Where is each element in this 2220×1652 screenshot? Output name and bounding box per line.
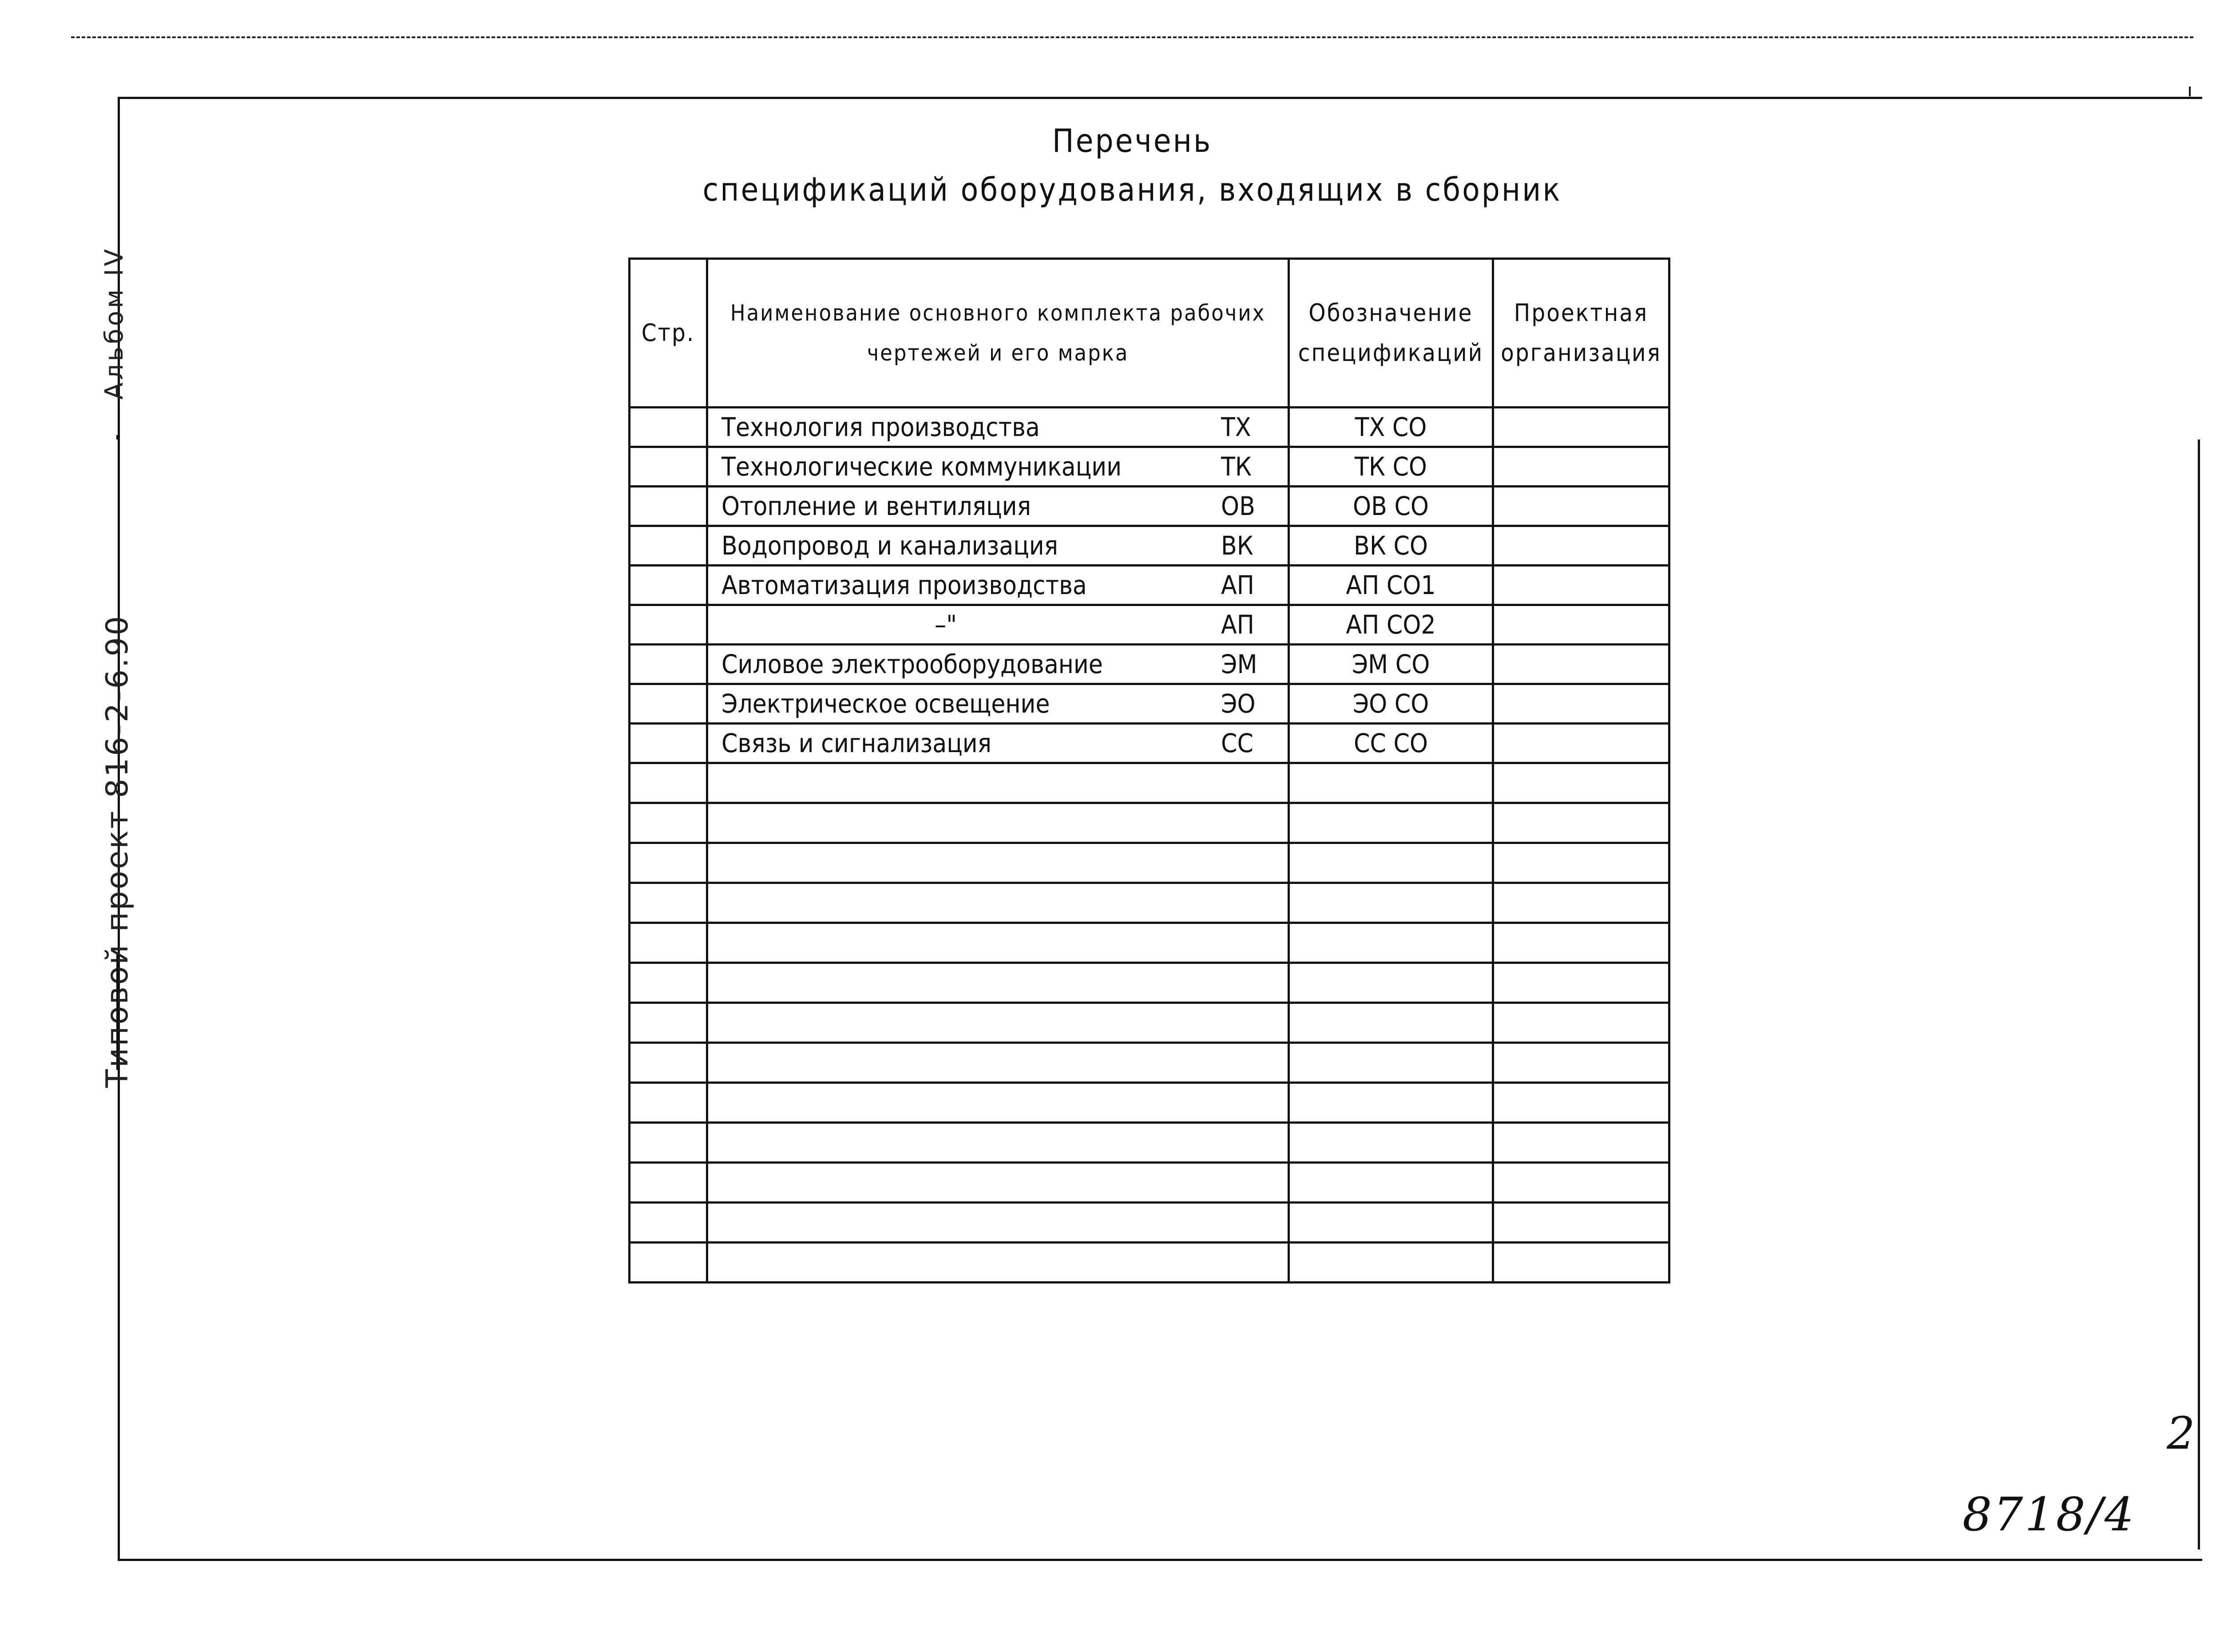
empty-cell xyxy=(707,763,1289,803)
empty-table-row xyxy=(630,1163,1669,1203)
empty-cell xyxy=(1493,963,1669,1003)
table-row xyxy=(630,724,1669,763)
cell-page xyxy=(630,408,707,447)
cell-name-text: Силовое электрооборудование xyxy=(722,649,1103,679)
header-organization: Проектная организация xyxy=(1493,259,1669,408)
empty-cell xyxy=(707,1203,1289,1243)
cell-organization xyxy=(1493,526,1669,566)
cell-page xyxy=(630,684,707,724)
cell-organization xyxy=(1493,605,1669,645)
cell-name xyxy=(707,408,1289,447)
empty-table-row xyxy=(630,1203,1669,1243)
cell-designation: ВК СО xyxy=(1289,526,1493,566)
cell-mark: СС xyxy=(1221,728,1253,758)
empty-cell xyxy=(707,803,1289,843)
cell-mark: ВК xyxy=(1221,531,1253,561)
cell-page xyxy=(630,605,707,645)
sheet-number: 8718/4 xyxy=(1962,1487,2136,1541)
empty-table-row xyxy=(630,763,1669,803)
empty-cell xyxy=(630,763,707,803)
empty-cell xyxy=(630,1083,707,1123)
side-separator xyxy=(116,435,118,440)
empty-table-row xyxy=(630,963,1669,1003)
cell-name-text: –" xyxy=(935,610,957,640)
empty-cell xyxy=(707,963,1289,1003)
table-row xyxy=(630,645,1669,684)
empty-cell xyxy=(1289,1163,1493,1203)
cell-name xyxy=(707,684,1289,724)
cell-mark: ЭМ xyxy=(1221,649,1257,679)
cell-name-text: Отопление и вентиляция xyxy=(722,491,1031,521)
empty-cell xyxy=(1493,843,1669,883)
cell-page xyxy=(630,526,707,566)
empty-cell xyxy=(1493,1083,1669,1123)
document-subtitle: спецификаций оборудования, входящих в сборник xyxy=(702,171,1562,208)
cell-name xyxy=(707,724,1289,763)
table-row xyxy=(630,566,1669,605)
empty-table-row xyxy=(630,1083,1669,1123)
cell-mark: АП xyxy=(1221,610,1254,640)
empty-cell xyxy=(707,1003,1289,1043)
album-text: Альбом IV xyxy=(100,246,129,400)
empty-cell xyxy=(707,923,1289,963)
empty-cell xyxy=(1493,1003,1669,1043)
cell-designation: ТХ СО xyxy=(1289,408,1493,447)
empty-cell xyxy=(630,1243,707,1283)
cell-mark: ТК xyxy=(1221,452,1252,482)
empty-cell xyxy=(707,843,1289,883)
table-row xyxy=(630,605,1669,645)
cell-name-text: Водопровод и канализация xyxy=(722,531,1058,561)
empty-cell xyxy=(630,1203,707,1243)
cell-designation: ОВ СО xyxy=(1289,487,1493,526)
cell-name-text: Электрическое освещение xyxy=(722,689,1050,719)
cell-organization xyxy=(1493,487,1669,526)
empty-cell xyxy=(1493,763,1669,803)
cell-organization xyxy=(1493,684,1669,724)
table-row xyxy=(630,684,1669,724)
empty-cell xyxy=(1493,1163,1669,1203)
cell-designation: АП СО2 xyxy=(1289,605,1493,645)
empty-cell xyxy=(1289,963,1493,1003)
cell-name xyxy=(707,605,1289,645)
empty-cell xyxy=(1289,883,1493,923)
cell-designation: СС СО xyxy=(1289,724,1493,763)
empty-cell xyxy=(1289,1083,1493,1123)
empty-cell xyxy=(1493,1043,1669,1083)
empty-cell xyxy=(630,963,707,1003)
cell-name-text: Технология производства xyxy=(722,412,1040,442)
corner-tick xyxy=(2189,87,2191,96)
empty-cell xyxy=(1493,923,1669,963)
empty-cell xyxy=(707,1243,1289,1283)
header-designation: Обозначение спецификаций xyxy=(1289,259,1493,408)
cell-organization xyxy=(1493,447,1669,487)
cell-name xyxy=(707,487,1289,526)
empty-cell xyxy=(630,1043,707,1083)
empty-table-row xyxy=(630,1043,1669,1083)
empty-cell xyxy=(1289,1003,1493,1043)
empty-cell xyxy=(630,803,707,843)
empty-cell xyxy=(1289,1123,1493,1163)
cell-name-text: Автоматизация производства xyxy=(722,570,1087,600)
empty-cell xyxy=(1289,1243,1493,1283)
cell-organization xyxy=(1493,724,1669,763)
empty-cell xyxy=(1493,1243,1669,1283)
cell-name xyxy=(707,447,1289,487)
cell-designation: ЭМ СО xyxy=(1289,645,1493,684)
empty-table-row xyxy=(630,1243,1669,1283)
page-number: 2 xyxy=(2167,1407,2195,1459)
empty-cell xyxy=(707,1123,1289,1163)
empty-cell xyxy=(1289,763,1493,803)
empty-cell xyxy=(630,883,707,923)
empty-cell xyxy=(707,1043,1289,1083)
table-header-row xyxy=(630,259,1669,408)
header-page: Стр. xyxy=(630,259,707,408)
empty-cell xyxy=(707,1083,1289,1123)
empty-cell xyxy=(1493,803,1669,843)
cell-organization xyxy=(1493,408,1669,447)
empty-table-row xyxy=(630,923,1669,963)
cell-designation: АП СО1 xyxy=(1289,566,1493,605)
table-row xyxy=(630,447,1669,487)
cell-mark: ЭО xyxy=(1221,689,1256,719)
cell-organization xyxy=(1493,566,1669,605)
cell-name-text: Технологические коммуникации xyxy=(722,452,1122,482)
cell-page xyxy=(630,645,707,684)
empty-cell xyxy=(1289,923,1493,963)
frame-right-line xyxy=(2198,440,2200,1549)
project-text: Типовой проект 816-2-6.90 xyxy=(100,614,135,1088)
cell-mark: ОВ xyxy=(1221,491,1255,521)
cell-name xyxy=(707,566,1289,605)
empty-table-row xyxy=(630,843,1669,883)
empty-cell xyxy=(630,1123,707,1163)
cell-mark: АП xyxy=(1221,570,1254,600)
empty-table-row xyxy=(630,1003,1669,1043)
cell-designation: ТК СО xyxy=(1289,447,1493,487)
empty-cell xyxy=(1493,1123,1669,1163)
empty-table-row xyxy=(630,803,1669,843)
empty-cell xyxy=(1289,843,1493,883)
top-dashed-line xyxy=(71,36,2193,38)
empty-cell xyxy=(630,1163,707,1203)
empty-cell xyxy=(707,1163,1289,1203)
empty-cell xyxy=(630,1003,707,1043)
cell-designation: ЭО СО xyxy=(1289,684,1493,724)
cell-name-text: Связь и сигнализация xyxy=(722,728,992,758)
side-separator-lower xyxy=(116,955,118,1070)
empty-table-row xyxy=(630,883,1669,923)
table-body xyxy=(630,408,1669,1283)
empty-table-row xyxy=(630,1123,1669,1163)
empty-cell xyxy=(707,883,1289,923)
cell-page xyxy=(630,487,707,526)
table-row xyxy=(630,408,1669,447)
empty-cell xyxy=(630,923,707,963)
table-row xyxy=(630,526,1669,566)
empty-cell xyxy=(1493,883,1669,923)
cell-organization xyxy=(1493,645,1669,684)
cell-name xyxy=(707,645,1289,684)
empty-cell xyxy=(1289,1043,1493,1083)
cell-page xyxy=(630,566,707,605)
empty-cell xyxy=(1289,1203,1493,1243)
empty-cell xyxy=(630,843,707,883)
header-name: Наименование основного комплекта рабочих чертежей и его марка xyxy=(707,259,1289,408)
cell-page xyxy=(630,447,707,487)
table-row xyxy=(630,487,1669,526)
empty-cell xyxy=(1289,803,1493,843)
cell-page xyxy=(630,724,707,763)
cell-name xyxy=(707,526,1289,566)
cell-mark: ТХ xyxy=(1221,412,1251,442)
specification-table xyxy=(628,258,1670,1284)
empty-cell xyxy=(1493,1203,1669,1243)
document-title: Перечень xyxy=(1052,122,1213,159)
